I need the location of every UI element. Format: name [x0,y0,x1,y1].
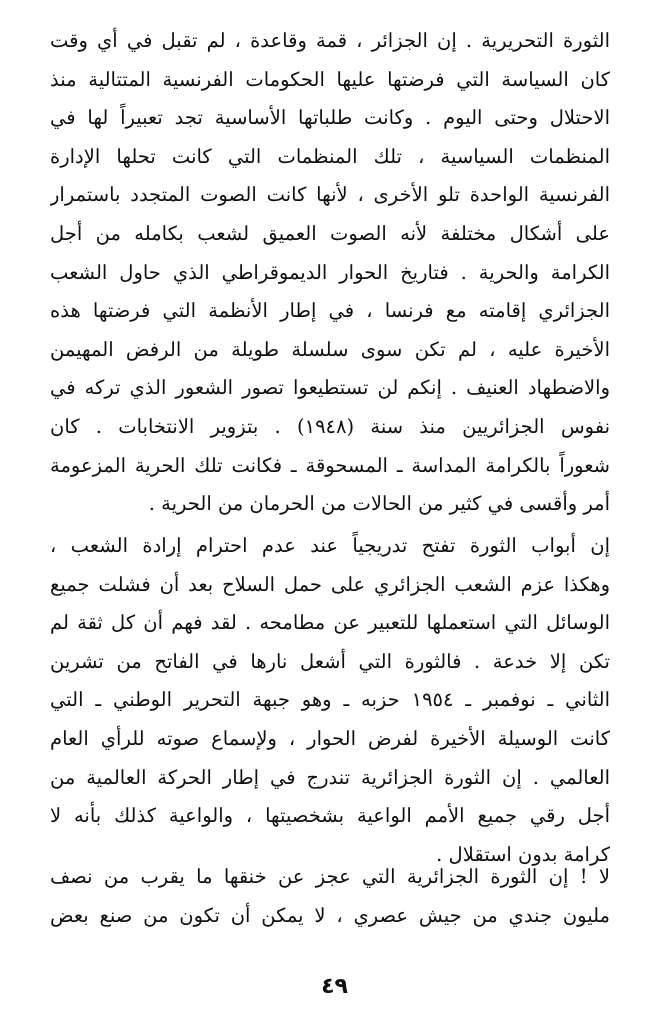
text-line: الكرامة والحرية . فتاريخ الحوار الديموقراطي الذي حاول الشعب [50,260,610,284]
text-line: الفرنسية الواحدة تلو الأخرى ، لأنها كانت الصوت المتجدد باستمرار [50,183,610,207]
text-line: الوسائل التي استعملها للتعبير عن مطامحه . لقد فهم أن كل ثقة لم [50,611,610,635]
text-line: لا ! إن الثورة الجزائرية التي عجز عن خنقها ما يقرب من نصف [50,865,610,888]
page-number: ٤٩ [321,974,348,999]
text-line: الأخيرة عليه ، لم تكن سوى سلسلة طويلة من الرفض المهيمن [50,337,610,361]
text-line: كانت الوسيلة الأخيرة لفرض الحوار ، ولإسماع صوته للرأي العام [50,726,610,750]
text-line: الثاني ـ نوفمبر ـ ١٩٥٤ حزبه ـ وهو جبهة التحرير الوطني ـ التي [50,688,610,712]
text-line: العالمي . إن الثورة الجزائرية تندرج في إطار الحركة العالمية من [50,765,610,789]
text-line: كرامة بدون استقلال . [436,842,610,866]
text-line: الثورة التحريرية . إن الجزائر ، قمة وقاعدة ، لم تقبل في أي وقت [50,29,610,52]
text-line: إن أبواب الثورة تفتح تدريجياً عند عدم احترام إرادة الشعب ، [50,534,610,557]
paragraph-1 [50,22,610,524]
text-line: مليون جندي من جيش عصري ، لا يمكن أن تكون من صنع بعض [50,903,610,927]
text-line: أمر وأقسى في كثير من الحالات من الحرمان من الحرية . [148,492,610,516]
paragraph-2 [50,527,610,874]
text-line: المنظمات السياسية ، تلك المنظمات التي كانت تحلها الإدارة [50,144,610,168]
paragraph-3 [50,858,610,935]
text-line: الاحتلال وحتى اليوم . وكانت طلباتها الأساسية تجد تعبيراً لها في [50,106,610,130]
text-line: شعوراً بالكرامة المداسة ـ المسحوقة ـ فكانت تلك الحرية المزعومة [50,453,610,477]
text-line: نفوس الجزائريين منذ سنة (١٩٤٨) . بتزوير الانتخابات . كان [50,414,610,438]
text-line: كان السياسة التي فرضتها عليها الحكومات الفرنسية المتتالية منذ [50,67,610,91]
text-line: وهكذا عزم الشعب الجزائري على حمل السلاح بعد أن فشلت جميع [50,572,610,596]
text-line: الجزائري إقامته مع فرنسا ، في إطار الأنظمة التي فرضتها هذه [50,299,610,323]
text-line: تكن إلا خدعة . فالثورة التي أشعل نارها في الفاتح من تشرين [50,649,610,673]
text-line: والاضطهاد العنيف . إنكم لن تستطيعوا تصور الشعور الذي تركه في [50,376,610,400]
text-line: أجل رقي جميع الأمم الواعية بشخصيتها ، والواعية كذلك بأنه لا [50,804,610,828]
text-line: على أشكال مختلفة لأنه الصوت العميق لشعب بكامله من أجل [50,221,610,245]
